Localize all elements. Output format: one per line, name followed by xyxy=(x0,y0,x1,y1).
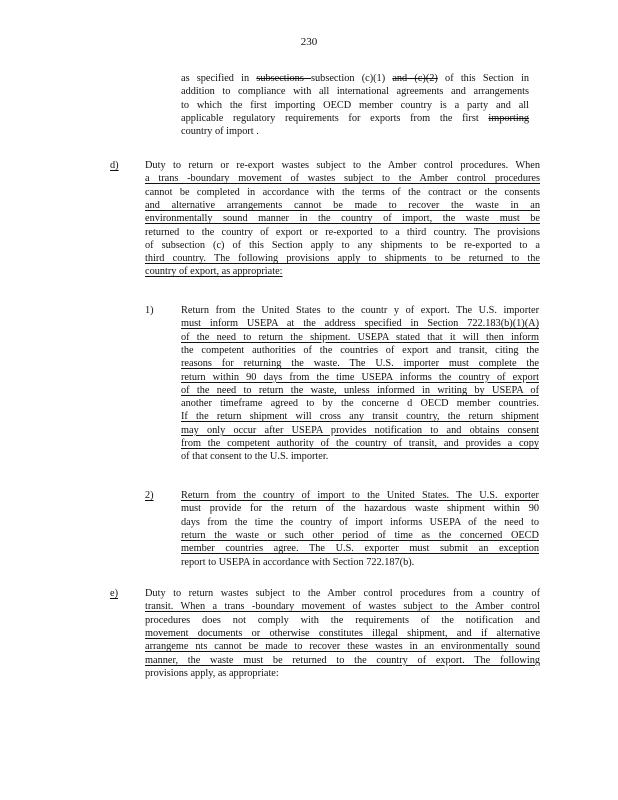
text-run: Duty to return wastes subject to the Amber control procedures from a country of xyxy=(145,588,540,599)
text-run: returned to the country of export or re-exported to a third country. The provisions xyxy=(145,226,540,238)
text-line xyxy=(145,600,540,613)
text-line xyxy=(145,667,540,680)
text-run: the competent authorities of the countries of export and transit, citing the xyxy=(181,344,539,356)
text-run: another timeframe agreed to by the concerne d OECD member countries. xyxy=(181,398,539,410)
underlined-text: may only occur after USEPA provides notification to and obtains consent xyxy=(181,424,539,436)
text-line xyxy=(181,397,539,410)
text-line xyxy=(181,529,539,542)
text-run: must provide for the return of the hazardous waste shipment within 90 xyxy=(181,503,539,515)
subsection-label-e: e) xyxy=(110,588,118,599)
text-run: of subsection (c) of this Section apply to any shipments to be re-exported to a xyxy=(145,239,540,251)
underlined-text: member countries agree. The U.S. exporter must submit an exception xyxy=(181,543,539,555)
text-line xyxy=(181,542,539,555)
text-line xyxy=(181,371,539,384)
text-run: Duty to return or re-export wastes subject to the Amber control procedures. When xyxy=(145,160,540,171)
underlined-text: country of export, as appropriate: xyxy=(145,266,283,278)
item-label-d2: 2) xyxy=(145,490,154,501)
text-line xyxy=(145,252,540,265)
text-run: as specified in xyxy=(181,73,257,84)
text-line xyxy=(181,450,539,463)
text-line xyxy=(181,317,539,330)
text-line xyxy=(181,437,539,450)
text-line xyxy=(145,172,540,185)
text-line xyxy=(145,239,540,252)
text-run: subsection (c)(1) xyxy=(311,73,393,84)
item-label-d1: 1) xyxy=(145,305,154,316)
text-line xyxy=(145,186,540,199)
text-line xyxy=(181,344,539,357)
text-run: days from the time the country of import informs USEPA of the need to xyxy=(181,516,539,528)
underlined-text: a trans -boundary movement of wastes subject to the Amber control procedures xyxy=(145,173,540,185)
underlined-text: of the need to return the waste, unless informed in writing by USEPA of xyxy=(181,384,539,396)
underlined-text: manner, the waste must be returned to the country of export. The following xyxy=(145,654,540,666)
text-line xyxy=(145,226,540,239)
underlined-text: return the waste or such other period of time as the concerned OECD xyxy=(181,529,539,541)
text-line xyxy=(181,516,539,529)
underlined-text: and alternative arrangements cannot be made to recover the waste in an xyxy=(145,199,540,211)
text-line xyxy=(145,654,540,667)
text-line xyxy=(145,265,540,278)
text-line xyxy=(181,85,529,98)
underlined-text: return within 90 days from the time USEPA informs the country of export xyxy=(181,371,539,383)
underlined-text: environmentally sound manner in the country of import, the waste must be xyxy=(145,213,540,225)
text-line xyxy=(181,125,529,138)
text-line xyxy=(181,489,539,502)
text-line xyxy=(145,587,540,600)
text-line xyxy=(181,304,539,317)
text-run: Return from the United States to the countr y of export. The U.S. importer xyxy=(181,305,539,316)
underlined-text: reasons for returning the waste. The U.S. importer must complete the xyxy=(181,358,539,370)
text-run: to which the first importing OECD member country is a party and all xyxy=(181,99,529,111)
text-line xyxy=(181,112,529,125)
underlined-text: from the competent authority of the country of transit, and provides a copy xyxy=(181,438,539,449)
text-line xyxy=(145,627,540,640)
underlined-text: transit. When a trans -boundary movement of wastes subject to the Amber control xyxy=(145,601,540,613)
text-line xyxy=(145,640,540,653)
underlined-text: of the need to return the shipment. USEPA stated that it will then inform xyxy=(181,331,539,343)
page-number: 230 xyxy=(300,36,318,48)
text-line xyxy=(181,331,539,344)
text-line xyxy=(181,99,529,112)
struck-text: and (c)(2) xyxy=(392,73,438,84)
text-run: country of import . xyxy=(181,126,259,138)
text-run: cannot be completed in accordance with the terms of the contract or the consents xyxy=(145,186,540,198)
struck-text: importing xyxy=(488,112,529,124)
underlined-text: arrangeme nts cannot be made to recover these wastes in an environmentally sound xyxy=(145,641,540,653)
underlined-text: must inform USEPA at the address specified in Section 722.183(b)(1)(A) xyxy=(181,318,539,330)
text-line xyxy=(181,424,539,437)
text-line xyxy=(181,357,539,370)
underlined-text: movement documents or otherwise constitutes illegal shipment, and if alternative xyxy=(145,627,540,639)
underlined-text: third country. The following provisions apply to shipments to be returned to the xyxy=(145,253,540,265)
text-line xyxy=(181,502,539,515)
text-line xyxy=(145,212,540,225)
subsection-label-d: d) xyxy=(110,160,119,171)
text-line xyxy=(145,159,540,172)
text-line xyxy=(181,410,539,423)
text-line xyxy=(181,556,539,569)
text-run: procedures does not comply with the requirements of the notification and xyxy=(145,614,540,626)
text-line xyxy=(145,199,540,212)
text-line xyxy=(181,384,539,397)
text-line xyxy=(145,614,540,627)
underlined-text: Return from the country of import to the United States. The U.S. exporter xyxy=(181,490,539,501)
underlined-text: If the return shipment will cross any transit country, the return shipment xyxy=(181,411,539,423)
text-run: of that consent to the U.S. importer. xyxy=(181,451,329,463)
text-run: addition to compliance with all international agreements and arrangements xyxy=(181,86,529,98)
text-run: provisions apply, as appropriate: xyxy=(145,667,279,679)
text-run: of this Section in xyxy=(437,73,529,84)
struck-text: subsections xyxy=(256,73,312,84)
text-line xyxy=(181,72,529,85)
text-run: report to USEPA in accordance with Section 722.187(b). xyxy=(181,556,415,568)
text-run: applicable regulatory requirements for exports from the first xyxy=(181,112,489,124)
